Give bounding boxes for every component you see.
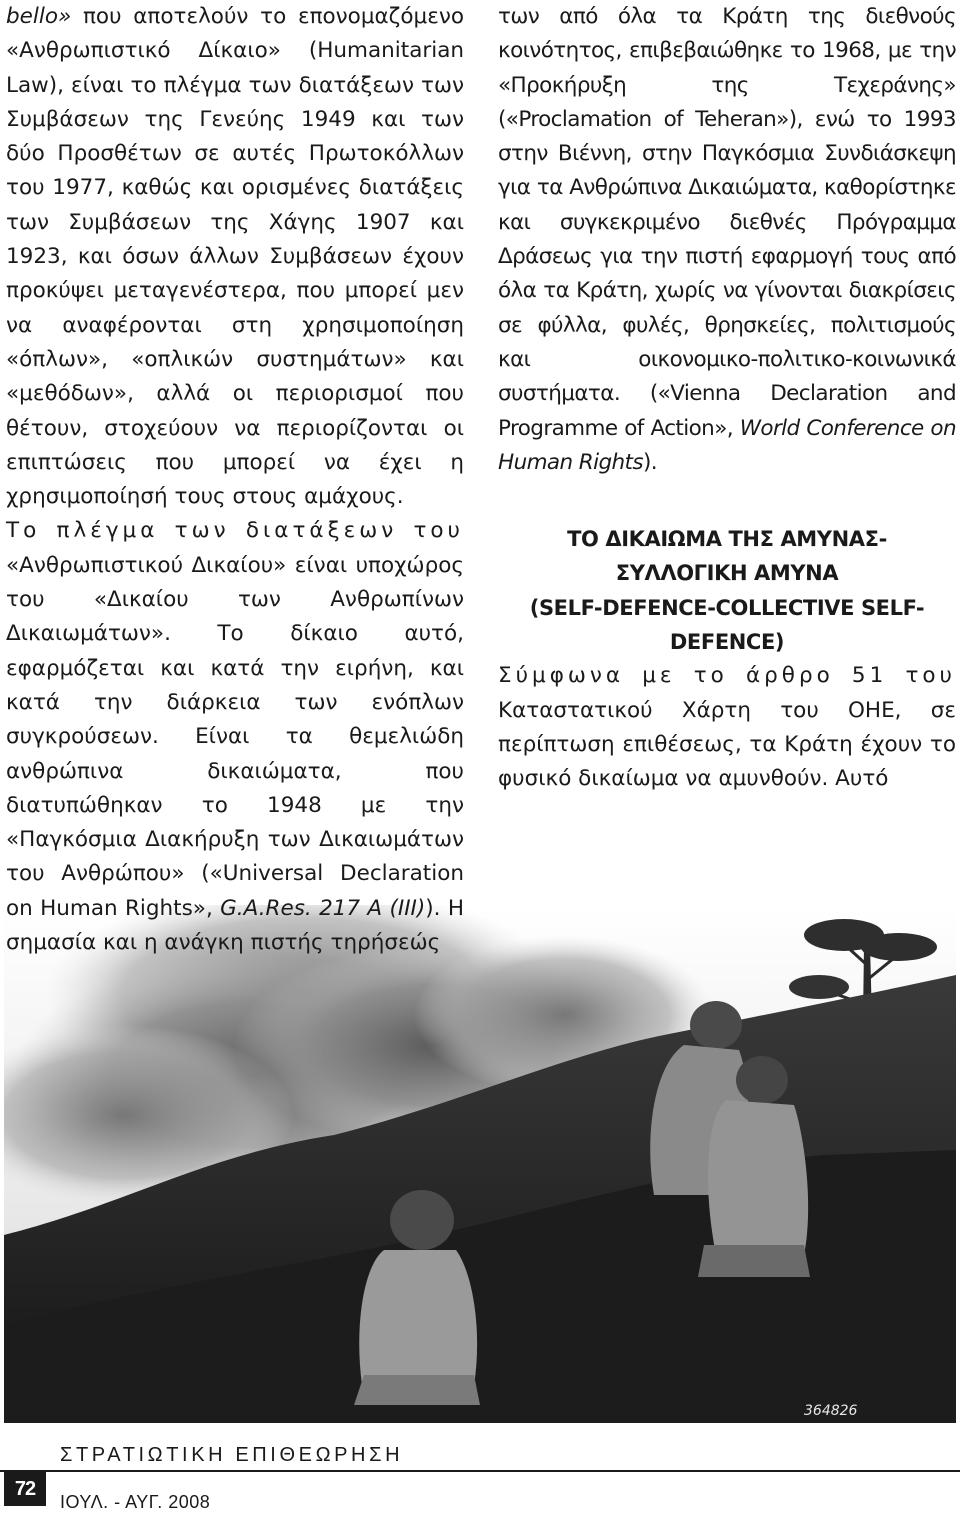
paragraph-lead: Σύμφωνα με το άρθρο 51 του — [498, 663, 956, 689]
page-footer — [0, 1440, 960, 1521]
paragraph-text-end: ). — [643, 449, 658, 475]
paragraph-self-defence — [498, 659, 956, 796]
heading-line: (SELF-DEFENCE-COLLECTIVE SELF-DEFENCE) — [529, 595, 925, 655]
soldiers-photo-illustration — [4, 905, 956, 1423]
paragraph-text: Καταστατικού Χάρτη του ΟΗΕ, σε περίπτωση επιθέσεως, τα Κράτη έχουν το φυσικό δικαίωμα να αμυνθούν. Αυτό — [498, 697, 956, 792]
article-left-column — [6, 0, 464, 960]
paragraph-tehran-vienna — [498, 0, 956, 480]
paragraph-humanitarian-law — [6, 0, 464, 514]
footer-rule — [0, 1470, 960, 1472]
paragraph-lead: Το πλέγμα των διατάξεων του — [6, 518, 464, 544]
paragraph-text: των από όλα τα Κράτη της διεθνούς κοινότητος, επιβεβαιώθηκε το 1968, με την «Προκήρυξη της Τεχεράνης» («Proclamation of Teheran»), ενώ το 1993 στην Βιέννη, στην Παγκόσμια Συνδιάσκεψη για τα Ανθρώπινα Δικαιώματα, καθορίστηκε και συγκεκριμένο διεθνές Πρόγραμμα Δράσεως για την πιστή εφαρμογή τους από όλα τα Κράτη, χωρίς να γίνονται διακρίσεις σε φύλλα, φυλές, θρησκείες, πολιτισμούς και οικονομικο-πολιτικο-κοινωνικά συστήματα. («Vienna Declaration and Programme of Action», — [498, 4, 956, 441]
italic-reference: G.A.Res. 217 A (III) — [220, 895, 426, 921]
heading-line: ΤΟ ΔΙΚΑΙΩΜΑ ΤΗΣ ΑΜΥΝΑΣ- — [567, 527, 887, 552]
heading-line: ΣΥΛΛΟΓΙΚΗ ΑΜΥΝΑ — [615, 561, 839, 586]
battlefield-photo — [4, 905, 956, 1423]
italic-term: bello» — [6, 4, 72, 29]
article-right-column — [498, 0, 956, 797]
photo-archive-number: 364826 — [804, 1403, 858, 1419]
paragraph-text: «Ανθρωπιστικού Δικαίου» είναι υποχώρος του «Δικαίου των Ανθρωπίνων Δικαιωμάτων». Το δίκαιο αυτό, εφαρμόζεται και κατά την ειρήνη, και κατά την διάρκεια των ενόπλων συγκρούσεων. Είναι τα θεμελιώδη ανθρώπινα δικαιώματα, που διατυπώθηκαν το 1948 με την «Παγκόσμια Διακήρυξη των Δικαιωμάτων του Ανθρώπου» («Universal Declaration on Human Rights», — [6, 552, 464, 921]
paragraph-text: που αποτελούν το επονομαζόμενο «Ανθρωπιστικό Δίκαιο» (Humanitarian Law), είναι το πλέγμα των διατάξεων των Συμβάσεων της Γενεύης 1949 και των δύο Προσθέτων σε αυτές Πρωτοκόλλων του 1977, καθώς και ορισμένες διατάξεις των Συμβάσεων της Χάγης 1907 και 1923, και όσων άλλων Συμβάσεων έχουν προκύψει μεταγενέστερα, που μπορεί μεν να αναφέρονται στη χρησιμοποίηση «όπλων», «οπλικών συστημάτων» και «μεθόδων», αλλά οι περιορισμοί που θέτουν, στοχεύουν να περιορίζονται οι επιπτώσεις που μπορεί να έχει η χρησιμοποίησή τους στους αμάχους. — [6, 4, 464, 510]
magazine-title: ΣΤΡΑΤΙΩΤΙΚΗ ΕΠΙΘΕΩΡΗΣΗ — [60, 1444, 404, 1466]
page-number: 72 — [4, 1472, 46, 1506]
issue-date: ΙΟΥΛ. - ΑΥΓ. 2008 — [60, 1492, 211, 1512]
paragraph-human-rights — [6, 514, 464, 960]
paragraph-text-end: ). Η σημασία και η ανάγκη πιστής τηρήσεώς — [6, 895, 464, 956]
section-heading — [498, 522, 956, 659]
italic-reference: World Conference on Human Rights — [498, 415, 956, 475]
